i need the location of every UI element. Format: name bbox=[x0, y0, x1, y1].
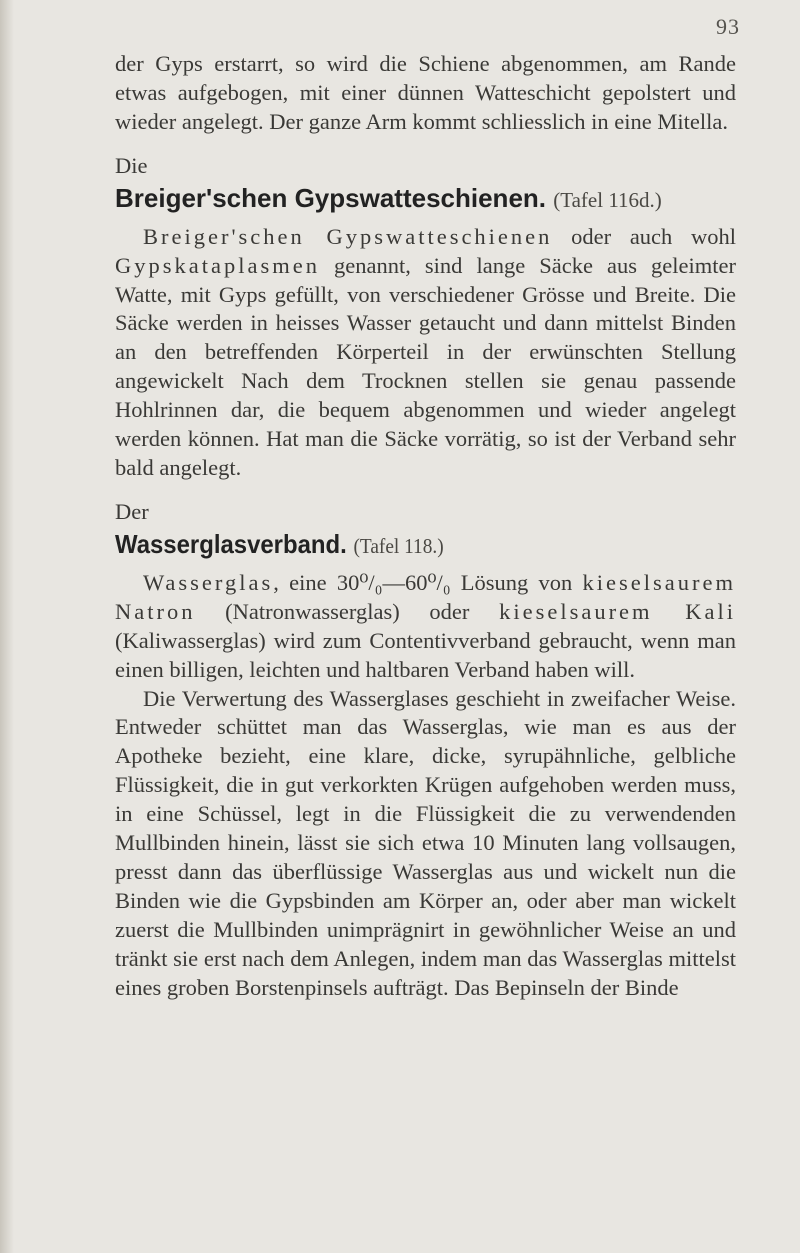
body-paragraph: Die Verwertung des Wasserglases geschieht in zweifacher Weise. Entweder schüttet man das Wasserglas, wie man es aus der Apotheke bezieht, eine klare, dicke, syrupähnliche, gelbliche Flüssigkeit, die in gut verkorkten Krügen aufgehoben werden muss, in eine Schüssel, legt in die Flüssigkeit die zu verwendenden Mullbinden hinein, lässt sie sich etwa 10 Minuten lang vollsaugen, presst dann das überflüssige Wasserglas aus und wickelt nun die Binden wie die Gypsbinden am Körper an, oder aber man wickelt zuerst die Mullbinden unimprägnirt in gewöhnlicher Weise an und tränkt sie erst nach dem Anlegen, indem man das Wasserglas mittelst eines groben Borstenpinsels aufträgt. Das Bepinseln der Binde bbox=[115, 685, 736, 1000]
section-lead-word: Der bbox=[115, 498, 149, 524]
body-text: oder auch wohl bbox=[552, 223, 737, 249]
body-text: (Natronwasserglas) oder bbox=[195, 598, 500, 624]
spaced-term: Wasserglas bbox=[143, 569, 274, 595]
text-column bbox=[115, 50, 736, 1002]
body-paragraph bbox=[115, 569, 736, 685]
body-text: (Kaliwasserglas) wird zum Contentivverband gebraucht, wenn man einen billigen, leichten und haltbaren Verband haben will. bbox=[115, 627, 736, 682]
spaced-term: Gypskataplasmen bbox=[115, 252, 320, 278]
spaced-term: kieselsaurem Kali bbox=[499, 598, 736, 624]
section-heading-wasserglasverband bbox=[115, 529, 686, 561]
section-heading-gypswatteschienen bbox=[115, 183, 736, 215]
spaced-term: Breiger'schen Gypswatteschienen bbox=[143, 223, 553, 249]
body-paragraph bbox=[115, 223, 736, 483]
section-lead-word: Die bbox=[115, 152, 148, 178]
body-text: , eine 30⁰/₀—60⁰/₀ Lösung von bbox=[273, 569, 583, 595]
heading-text: Wasserglasverband. bbox=[115, 528, 347, 559]
heading-text: Breiger'schen Gypswatteschienen. bbox=[115, 182, 547, 213]
spaced-term: kieselsaurem Natron bbox=[115, 569, 736, 624]
plate-reference: (Tafel 118.) bbox=[353, 533, 444, 558]
page-number: 93 bbox=[716, 14, 740, 39]
page-edge-shadow bbox=[0, 0, 14, 1253]
intro-paragraph: der Gyps erstarrt, so wird die Schiene abgenommen, am Rande etwas aufgebogen, mit einer dünnen Watteschicht gepolstert und wieder angelegt. Der ganze Arm kommt schliesslich in eine Mitella. bbox=[115, 51, 736, 134]
plate-reference: (Tafel 116d.) bbox=[553, 187, 662, 212]
body-text: genannt, sind lange Säcke aus geleimter Watte, mit Gyps gefüllt, von verschiedener Grösse und Breite. Die Säcke werden in heisses Wasser getaucht und dann mittelst Binden an den betreffenden Körperteil in der erwünschten Stellung angewickelt Nach dem Trocknen stellen sie genau passende Hohlrinnen dar, die bequem abgenommen und wieder angelegt werden können. Hat man die Säcke vorrätig, so ist der Verband sehr bald angelegt. bbox=[115, 252, 736, 480]
